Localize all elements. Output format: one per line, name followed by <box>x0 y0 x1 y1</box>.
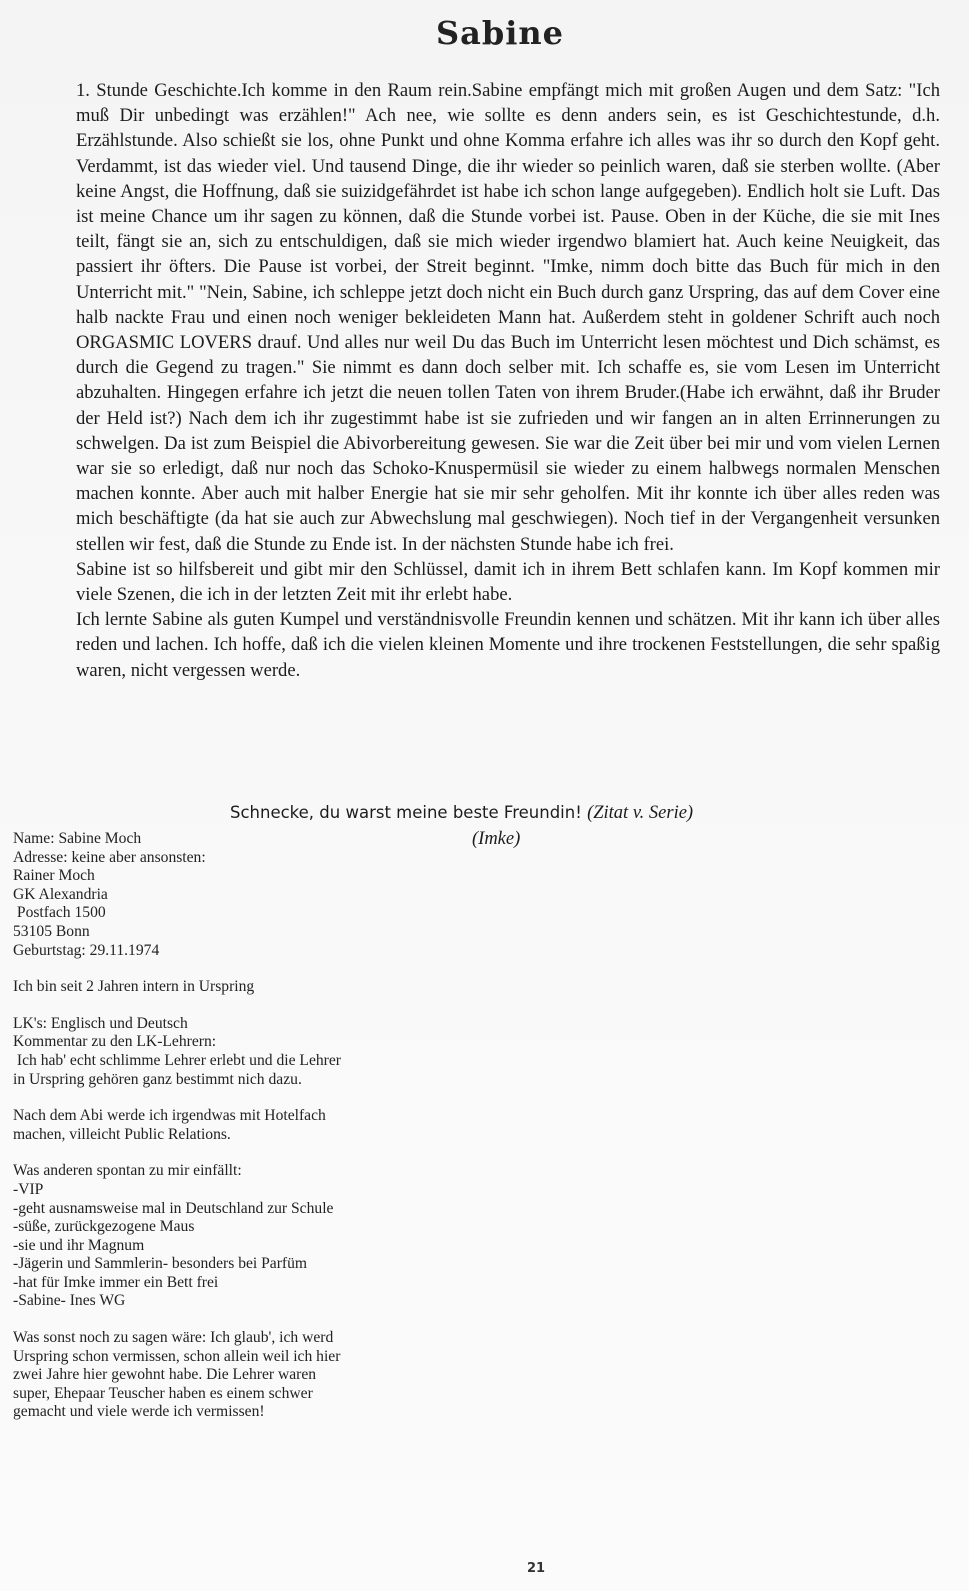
profile-line: Name: Sabine Moch <box>13 830 142 847</box>
closing-quote-source: (Zitat v. Serie) <box>587 803 694 823</box>
spacer <box>13 1144 433 1162</box>
profile-details <box>13 830 433 960</box>
profile-line: zwei Jahre hier gewohnt habe. Die Lehrer waren <box>13 1366 317 1384</box>
profile-list-item: -Jägerin und Sammlerin- besonders bei Parfüm <box>13 1255 308 1273</box>
profile-line: in Urspring gehören ganz bestimmt nich dazu. <box>13 1070 302 1088</box>
page-number: 21 <box>527 1561 546 1576</box>
profile-remarks <box>13 1329 433 1422</box>
spacer <box>13 960 433 978</box>
profile-line: Geburtstag: 29.11.1974 <box>13 941 160 959</box>
spacer <box>13 1311 433 1329</box>
profile-others <box>13 1162 433 1311</box>
profile-line: gemacht und viele werde ich vermissen! <box>13 1403 265 1421</box>
story-text <box>76 78 940 683</box>
profile-line: Rainer Moch <box>13 867 95 885</box>
profile-line: Urspring schon vermissen, schon allein weil ich hier <box>13 1347 341 1365</box>
profile-line: Was sonst noch zu sagen wäre: Ich glaub', ich werd <box>13 1329 334 1347</box>
profile-line: Adresse: keine aber ansonsten: <box>13 848 206 866</box>
profile-line: super, Ehepaar Teuscher haben es einem schwer <box>13 1384 313 1402</box>
story-paragraph: Ich lernte Sabine als guten Kumpel und verständnisvolle Freundin kennen und schätzen. Mit ihr kann ich über alles reden und lachen. Ich hoffe, daß ich die vielen kleinen Momente und ihre trockenen Feststellungen, die sehr spaßig waren, nicht vergessen werde. <box>76 609 940 681</box>
profile-line: Ich hab' echt schlimme Lehrer erlebt und die Lehrer <box>13 1051 341 1069</box>
author-signature: (Imke) <box>472 829 521 849</box>
page-title: Sabine <box>436 14 564 52</box>
profile-list-item: -geht ausnamsweise mal in Deutschland zur Schule <box>13 1199 334 1217</box>
profile-line: Nach dem Abi werde ich irgendwas mit Hotelfach <box>13 1107 326 1125</box>
profile-line: Kommentar zu den LK-Lehrern: <box>13 1033 217 1051</box>
profile-list-item: -Sabine- Ines WG <box>13 1292 126 1310</box>
closing-line <box>230 803 830 824</box>
profile-list-item: -VIP <box>13 1180 44 1198</box>
profile-list-item: -süße, zurückgezogene Maus <box>13 1218 195 1236</box>
profile-line: LK's: Englisch und Deutsch <box>13 1014 188 1032</box>
story-paragraph: 1. Stunde Geschichte.Ich komme in den Raum rein.Sabine empfängt mich mit großen Augen und dem Satz: "Ich muß Dir unbedingt was erzählen!" Ach nee, wie sollte es denn anders sein, es ist Geschichtestunde, d.h. Erzählstunde. Also schießt sie los, ohne Punkt und ohne Komma erfahre ich alles was ihr so durch den Kopf geht. Verdammt, ist das wieder viel. Und tausend Dinge, die ihr wieder so peinlich waren, daß sie sterben wollte. (Aber keine Angst, die Hoffnung, daß sie suizidgefährdet ist habe ich schon lange aufgegeben). Endlich holt sie Luft. Das ist meine Chance um ihr sagen zu können, daß die Stunde vorbei ist. Pause. Oben in der Küche, die sie mit Ines teilt, fängt sie an, sich zu entschuldigen, daß sie mich wieder irgendwo blamiert hat. Auch keine Neuigkeit, das passiert ihr öfters. Die Pause ist vorbei, der Streit beginnt. "Imke, nimm doch bitte das Buch für mich in den Unterricht mit." "Nein, Sabine, ich schleppe jetzt doch nicht ein Buch durch ganz Urspring, das auf dem Cover eine halb nackte Frau und einen noch weniger bekleideten Mann hat. Außerdem steht in goldener Schrift auch noch ORGASMIC LOVERS drauf. Und alles nur weil Du das Buch im Unterricht lesen möchtest und Dich schämst, es durch die Gegend zu tragen." Sie nimmt es dann doch selber mit. Ich schaffe es, sie vom Lesen im Unterricht abzuhalten. Hingegen erfahre ich jetzt die neuen tollen Taten von ihrem Bruder.(Habe ich erwähnt, daß ihr Bruder der Held ist?) Nach dem ich ihr zugestimmt habe ist sie zufrieden und wir fangen an in alten Errinnerungen zu schwelgen. Da ist zum Beispiel die Abivorbereitung gewesen. Sie war die Zeit über bei mir und vom vielen Lernen war sie so erledigt, daß nur noch das Schoko-Knuspermüsil sie wieder zu einem halbwegs normalen Menschen machen konnte. Aber auch mit halber Energie hat sie mir sehr geholfen. Mit ihr konnte ich über alles reden was mich beschäftigte (da hat sie auch zur Abwechslung mal geschwiegen). Noch tief in der Vergangenheit versunken stellen wir fest, daß die Stunde zu Ende ist. In der nächsten Stunde habe ich frei. <box>76 80 940 555</box>
spacer <box>13 1089 433 1107</box>
profile-lk <box>13 1015 433 1089</box>
profile-future <box>13 1107 433 1144</box>
profile-block <box>13 830 433 1422</box>
profile-line: GK Alexandria <box>13 885 108 903</box>
profile-list-item: -sie und ihr Magnum <box>13 1236 145 1254</box>
profile-intern: Ich bin seit 2 Jahren intern in Urspring <box>13 978 255 996</box>
spacer <box>13 997 433 1015</box>
profile-list-item: -hat für Imke immer ein Bett frei <box>13 1273 219 1291</box>
closing-text: Schnecke, du warst meine beste Freundin! <box>230 803 582 822</box>
profile-line: Postfach 1500 <box>13 904 106 922</box>
profile-line: 53105 Bonn <box>13 922 90 940</box>
profile-line: Was anderen spontan zu mir einfällt: <box>13 1162 242 1180</box>
story-paragraph: Sabine ist so hilfsbereit und gibt mir den Schlüssel, damit ich in ihrem Bett schlafen kann. Im Kopf kommen mir viele Szenen, die ich in der letzten Zeit mit ihr erlebt habe. <box>76 558 940 606</box>
profile-line: machen, villeicht Public Relations. <box>13 1125 231 1143</box>
